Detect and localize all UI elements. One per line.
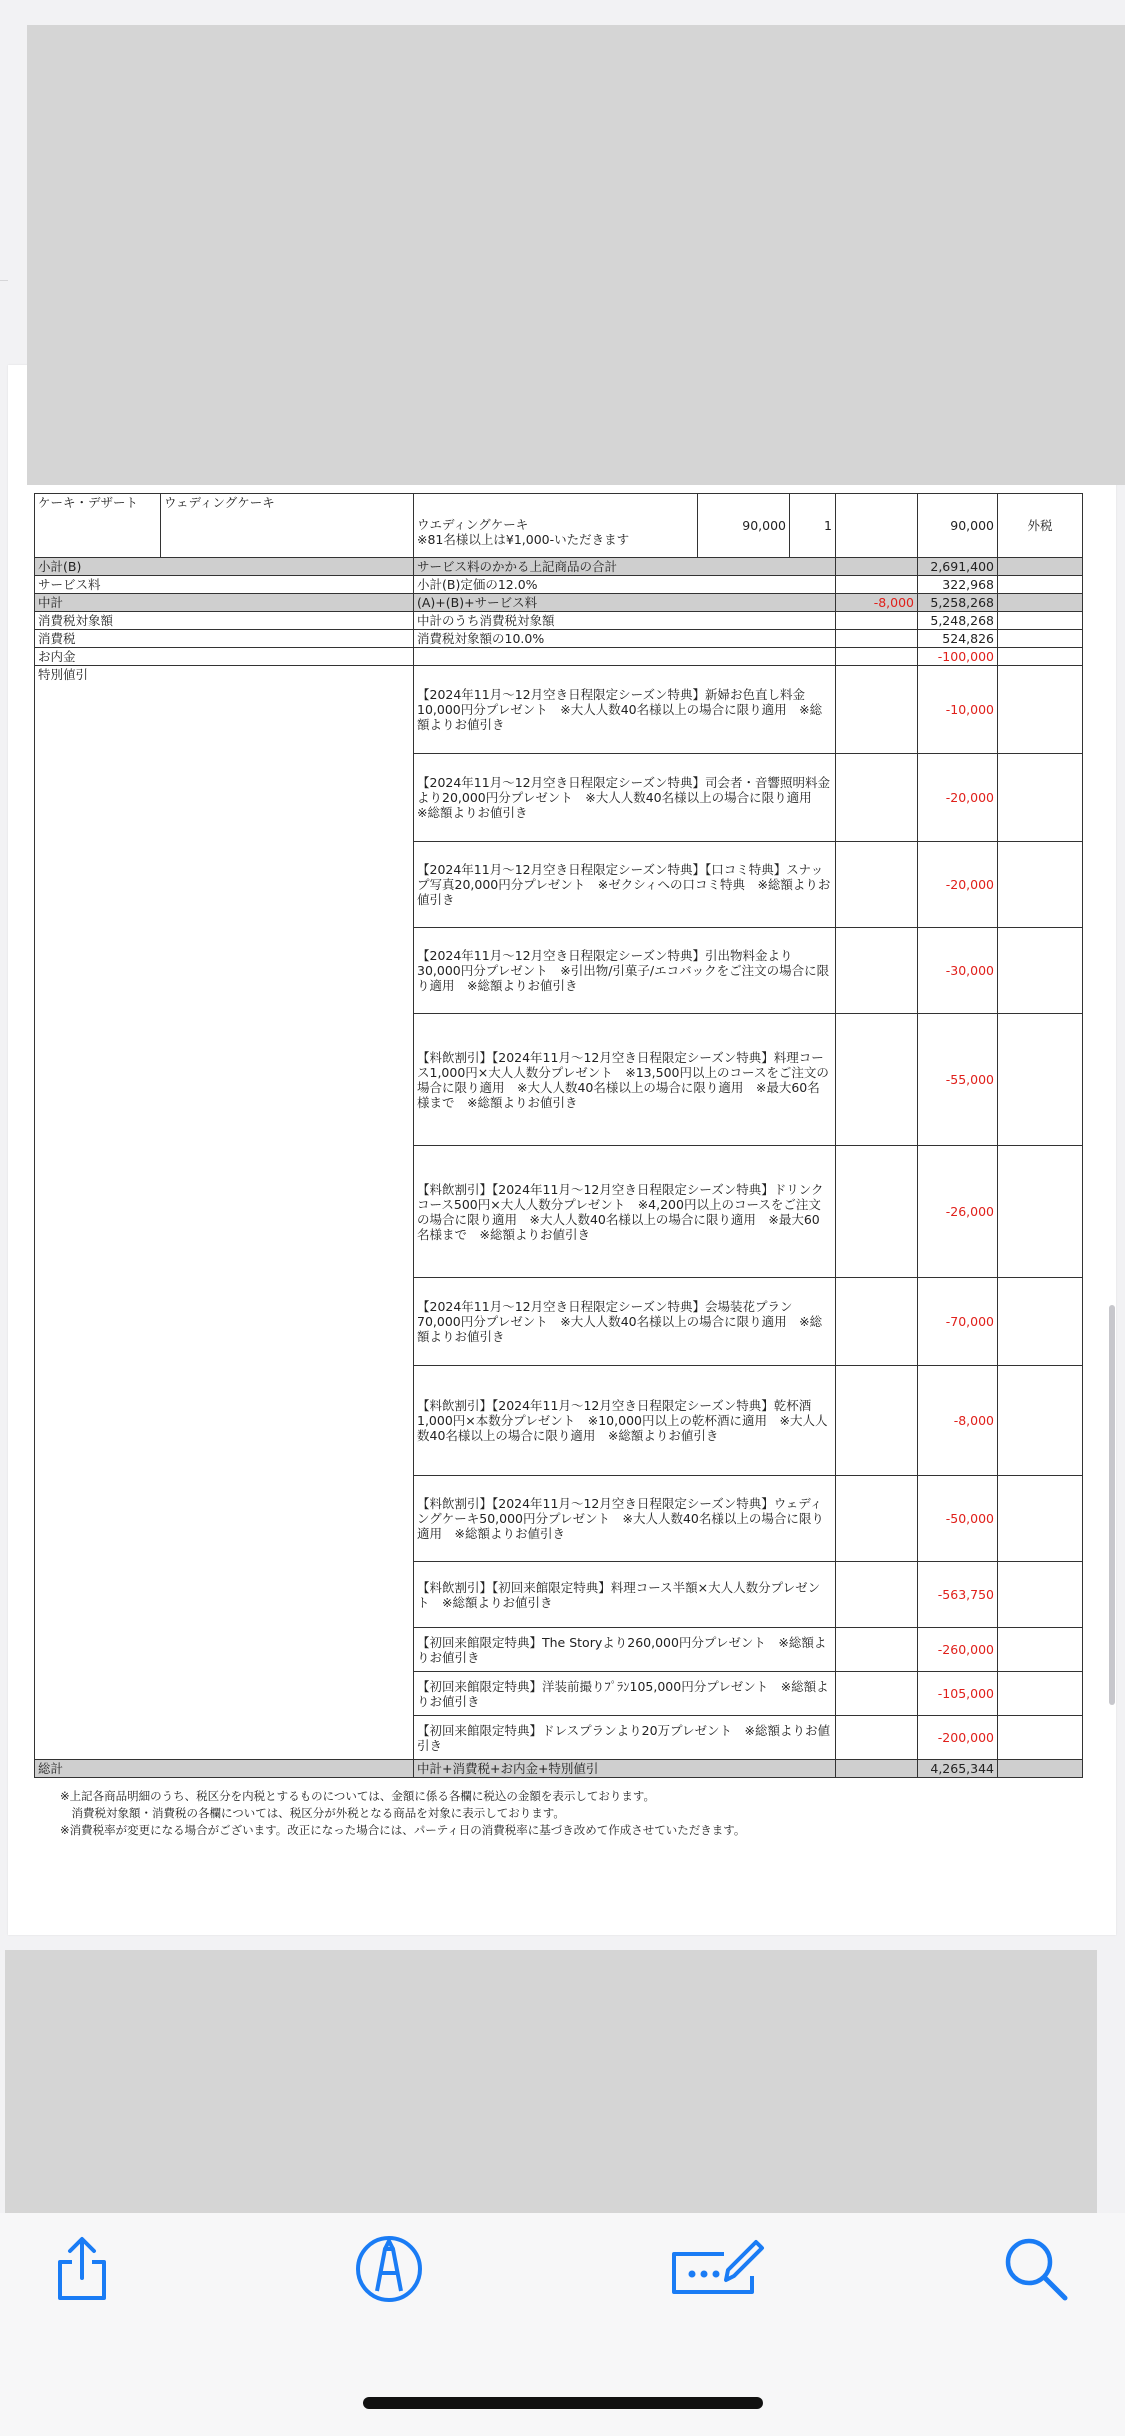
signature-icon <box>666 2234 766 2304</box>
total-row <box>35 1760 1083 1778</box>
discount-desc: 【初回来館限定特典】The Storyより260,000円分プレゼント ※総額よりお値引き <box>414 1628 836 1672</box>
discount-blank <box>998 1278 1083 1366</box>
summary-label: 消費税対象額 <box>35 612 414 630</box>
summary-discount <box>836 612 918 630</box>
discount-blank <box>836 842 918 928</box>
discount-blank <box>836 1014 918 1146</box>
total-desc: 中計+消費税+お内金+特別値引 <box>414 1760 836 1778</box>
summary-blank <box>998 558 1083 576</box>
discount-amount: -260,000 <box>918 1628 998 1672</box>
tax-type-cell: 外税 <box>998 494 1083 558</box>
discount-blank <box>998 1562 1083 1628</box>
summary-amount: 5,248,268 <box>918 612 998 630</box>
summary-discount <box>836 558 918 576</box>
summary-desc <box>414 648 836 666</box>
discount-amount: -55,000 <box>918 1014 998 1146</box>
discount-blank <box>998 666 1083 754</box>
summary-label: サービス料 <box>35 576 414 594</box>
discount-desc: 【2024年11月～12月空き日程限定シーズン特典】引出物料金より30,000円分プレゼント ※引出物/引菓子/エコバックをご注文の場合に限り適用 ※総額よりお値引き <box>414 928 836 1014</box>
discount-desc: 【料飲割引】【2024年11月～12月空き日程限定シーズン特典】ウェディングケーキ50,000円分プレゼント ※大人人数40名様以上の場合に限り適用 ※総額よりお値引き <box>414 1476 836 1562</box>
summary-discount <box>836 648 918 666</box>
summary-discount <box>836 630 918 648</box>
summary-blank <box>998 630 1083 648</box>
discount-desc: 【料飲割引】【初回来館限定特典】料理コース半額×大人人数分プレゼント ※総額よりお値引き <box>414 1562 836 1628</box>
discount-blank <box>836 1628 918 1672</box>
markup-pen-icon <box>353 2233 425 2305</box>
summary-row <box>35 558 1083 576</box>
category-cell: ケーキ・デザート <box>35 494 161 558</box>
share-icon <box>52 2234 112 2304</box>
discount-desc: 【2024年11月～12月空き日程限定シーズン特典】新婦お色直し料金10,000円分プレゼント ※大人人数40名様以上の場合に限り適用 ※総額よりお値引き <box>414 666 836 754</box>
item-cell: ウェディングケーキ <box>161 494 414 558</box>
summary-discount: -8,000 <box>836 594 918 612</box>
discount-amount: -20,000 <box>918 754 998 842</box>
amount-cell: 90,000 <box>918 494 998 558</box>
summary-desc: 中計のうち消費税対象額 <box>414 612 836 630</box>
search-icon <box>1001 2234 1071 2304</box>
discount-blank <box>998 754 1083 842</box>
discount-desc: 【料飲割引】【2024年11月～12月空き日程限定シーズン特典】ドリンクコース500円×大人人数分プレゼント ※4,200円以上のコースをご注文の場合に限り適用 ※大人人数40名様以上の場合に限り適用 ※最大60名様まで ※総額よりお値引き <box>414 1146 836 1278</box>
signature-button[interactable] <box>666 2232 766 2306</box>
discount-desc: 【2024年11月～12月空き日程限定シーズン特典】司会者・音響照明料金より20,000円分プレゼント ※大人人数40名様以上の場合に限り適用 ※総額よりお値引き <box>414 754 836 842</box>
discount-desc: 【2024年11月～12月空き日程限定シーズン特典】【口コミ特典】スナップ写真20,000円分プレゼント ※ゼクシィへの口コミ特典 ※総額よりお値引き <box>414 842 836 928</box>
footnote: ※上記各商品明細のうち、税区分を内税とするものについては、金額に係る各欄に税込の金額を表示しております。 <box>60 1789 655 1803</box>
redacted-area-bottom <box>5 1950 1097 2213</box>
discount-blank <box>998 842 1083 928</box>
discount-amount: -20,000 <box>918 842 998 928</box>
discount-blank <box>836 1672 918 1716</box>
summary-row <box>35 630 1083 648</box>
left-edge-line <box>0 280 8 281</box>
discount-desc: 【初回来館限定特典】ドレスプランより20万プレゼント ※総額よりお値引き <box>414 1716 836 1760</box>
discount-amount: -200,000 <box>918 1716 998 1760</box>
invoice-table <box>34 493 1083 1778</box>
discount-amount: -10,000 <box>918 666 998 754</box>
summary-label: 中計 <box>35 594 414 612</box>
total-amount: 4,265,344 <box>918 1760 998 1778</box>
summary-label: 小計(B) <box>35 558 414 576</box>
footnote: 消費税対象額・消費税の各欄については、税区分が外税となる商品を対象に表示しております。 <box>60 1806 565 1820</box>
footnote: ※消費税率が変更になる場合がございます。改正になった場合には、パーティ日の消費税率に基づき改めて作成させていただきます。 <box>60 1823 746 1837</box>
summary-blank <box>998 594 1083 612</box>
qty-cell: 1 <box>790 494 836 558</box>
discount-blank <box>836 1278 918 1366</box>
discount-blank <box>836 754 918 842</box>
discount-blank <box>998 928 1083 1014</box>
discount-blank <box>998 1146 1083 1278</box>
summary-desc: 小計(B)定価の12.0% <box>414 576 836 594</box>
summary-amount: 5,258,268 <box>918 594 998 612</box>
discount-amount: -70,000 <box>918 1278 998 1366</box>
table-row <box>35 494 1083 558</box>
discount-amount: -50,000 <box>918 1476 998 1562</box>
share-button[interactable] <box>42 2232 122 2306</box>
discount-blank <box>836 666 918 754</box>
discount-blank <box>836 1366 918 1476</box>
discount-blank <box>998 1628 1083 1672</box>
detail-cell <box>414 494 698 558</box>
discount-amount: -8,000 <box>918 1366 998 1476</box>
summary-blank <box>998 576 1083 594</box>
special-discount-label: 特別値引 <box>35 666 414 1760</box>
discount-blank <box>836 1562 918 1628</box>
discount-blank <box>836 1146 918 1278</box>
discount-amount: -30,000 <box>918 928 998 1014</box>
discount-blank <box>836 1476 918 1562</box>
discount-blank <box>998 1014 1083 1146</box>
unit-price-cell: 90,000 <box>698 494 790 558</box>
search-button[interactable] <box>996 2232 1076 2306</box>
summary-blank <box>998 648 1083 666</box>
home-indicator[interactable] <box>363 2397 763 2409</box>
summary-amount: -100,000 <box>918 648 998 666</box>
scrollbar[interactable] <box>1109 1305 1115 1705</box>
summary-desc: サービス料のかかる上記商品の合計 <box>414 558 836 576</box>
summary-desc: 消費税対象額の10.0% <box>414 630 836 648</box>
summary-amount: 524,826 <box>918 630 998 648</box>
discount-desc: 【2024年11月～12月空き日程限定シーズン特典】会場装花プラン70,000円分プレゼント ※大人人数40名様以上の場合に限り適用 ※総額よりお値引き <box>414 1278 836 1366</box>
discount-amount: -105,000 <box>918 1672 998 1716</box>
markup-button[interactable] <box>349 2232 429 2306</box>
discount-row <box>35 666 1083 754</box>
discount-desc: 【料飲割引】【2024年11月～12月空き日程限定シーズン特典】料理コース1,000円×大人人数分プレゼント ※13,500円以上のコースをご注文の場合に限り適用 ※大人人数40名様以上の場合に限り適用 ※最大60名様まで ※総額よりお値引き <box>414 1014 836 1146</box>
detail-line: ウエディングケーキ <box>417 517 529 532</box>
discount-blank <box>998 1716 1083 1760</box>
discount-desc: 【初回来館限定特典】洋装前撮りﾌﾟﾗﾝ105,000円分プレゼント ※総額よりお値引き <box>414 1672 836 1716</box>
discount-cell <box>836 494 918 558</box>
summary-label: 消費税 <box>35 630 414 648</box>
discount-desc: 【料飲割引】【2024年11月～12月空き日程限定シーズン特典】乾杯酒1,000円×本数分プレゼント ※10,000円以上の乾杯酒に適用 ※大人人数40名様以上の場合に限り適用 ※総額よりお値引き <box>414 1366 836 1476</box>
summary-discount <box>836 576 918 594</box>
discount-amount: -26,000 <box>918 1146 998 1278</box>
summary-row <box>35 594 1083 612</box>
summary-row <box>35 576 1083 594</box>
detail-line: ※81名様以上は¥1,000-いただきます <box>417 532 630 547</box>
redacted-area-top <box>27 25 1125 485</box>
discount-blank <box>998 1476 1083 1562</box>
total-label: 総計 <box>35 1760 414 1778</box>
summary-row <box>35 648 1083 666</box>
discount-amount: -563,750 <box>918 1562 998 1628</box>
summary-label: お内金 <box>35 648 414 666</box>
discount-blank <box>836 928 918 1014</box>
summary-row <box>35 612 1083 630</box>
summary-desc: (A)+(B)+サービス料 <box>414 594 836 612</box>
total-blank <box>836 1760 918 1778</box>
discount-blank <box>998 1672 1083 1716</box>
footnotes <box>60 1788 1100 1839</box>
discount-blank <box>998 1366 1083 1476</box>
summary-blank <box>998 612 1083 630</box>
total-blank <box>998 1760 1083 1778</box>
summary-amount: 322,968 <box>918 576 998 594</box>
summary-amount: 2,691,400 <box>918 558 998 576</box>
discount-blank <box>836 1716 918 1760</box>
